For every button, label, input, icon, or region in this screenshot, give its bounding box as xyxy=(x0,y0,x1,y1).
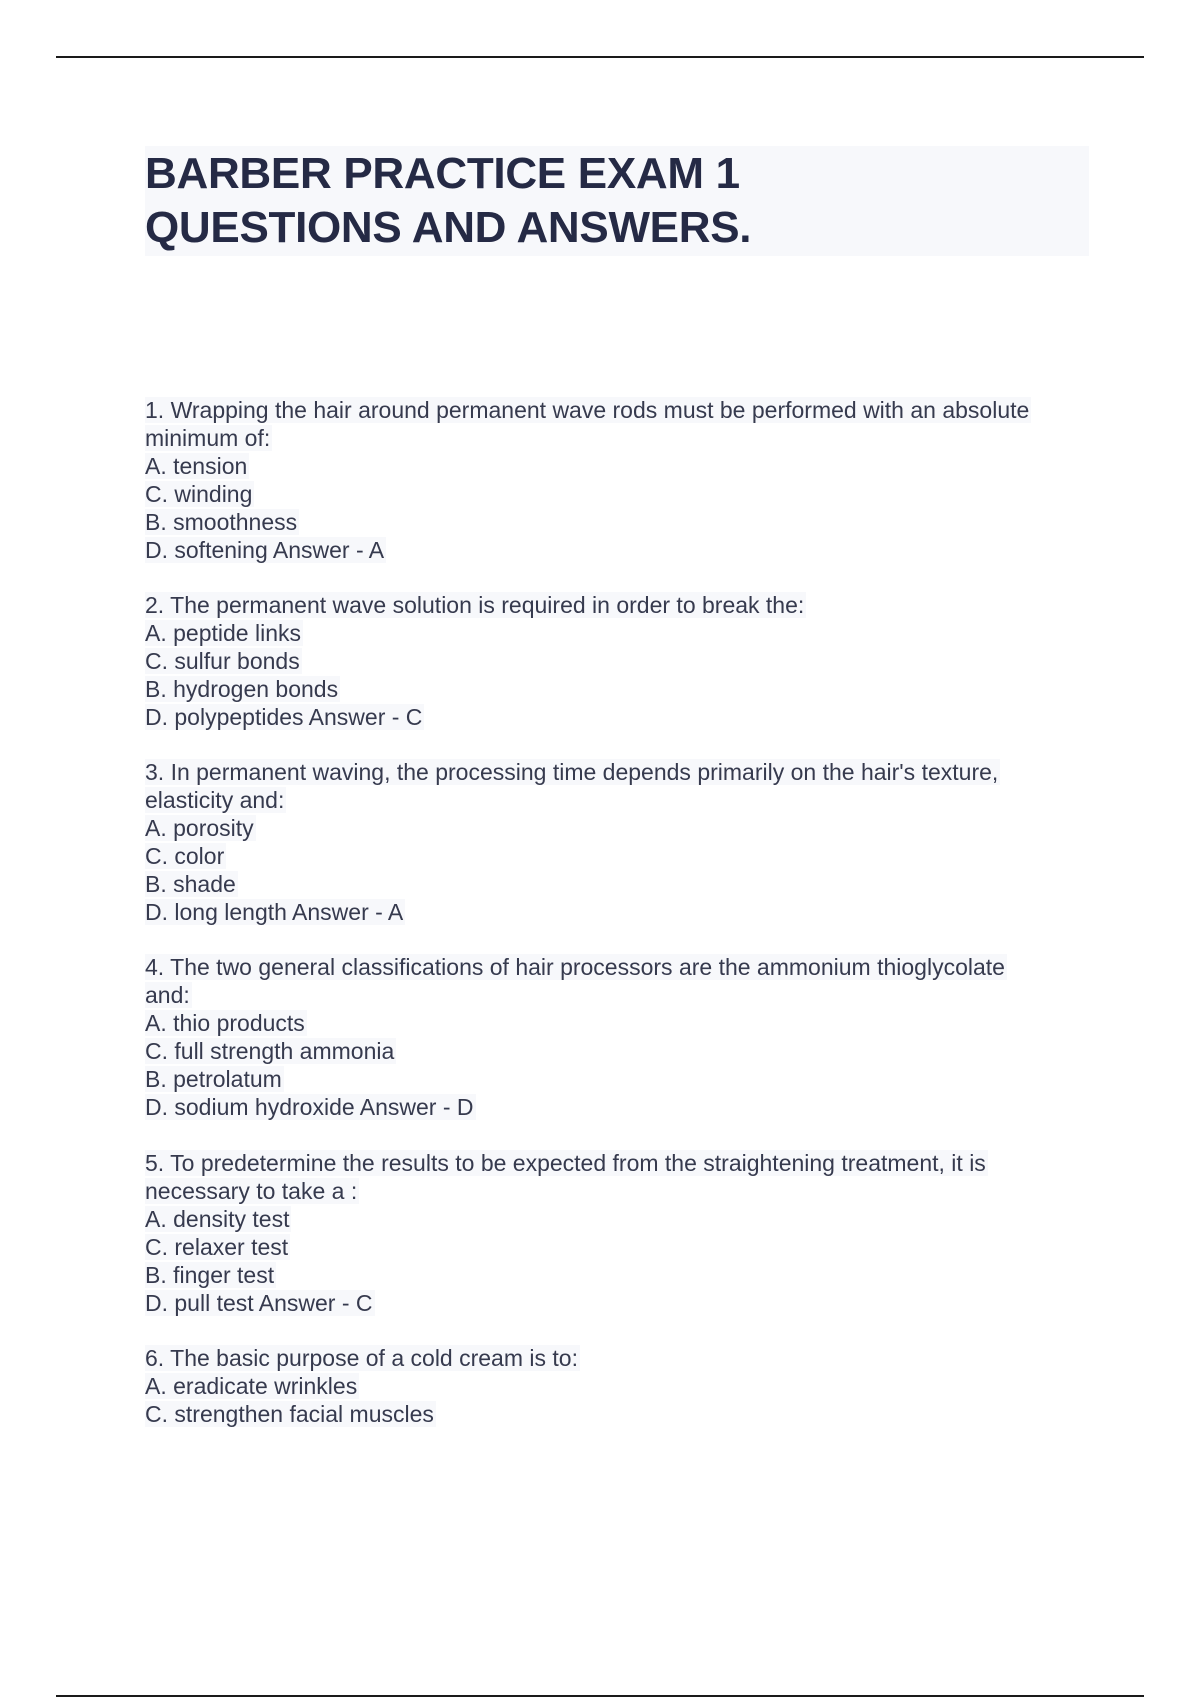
question-5-option-c: C. relaxer test xyxy=(145,1234,289,1260)
top-rule xyxy=(56,56,1144,58)
question-6-option-a: A. eradicate wrinkles xyxy=(145,1373,358,1399)
question-1-stem-line-1: 1. Wrapping the hair around permanent wave rods must be performed with an absolute xyxy=(145,397,1030,423)
question-1-option-d-answer: D. softening Answer - A xyxy=(145,537,385,563)
question-3-stem-line-1: 3. In permanent waving, the processing time depends primarily on the hair's texture, xyxy=(145,759,999,785)
question-4-option-b: B. petrolatum xyxy=(145,1066,282,1092)
question-5-option-a: A. density test xyxy=(145,1206,290,1232)
page-title-line-2: QUESTIONS AND ANSWERS. xyxy=(145,203,752,252)
question-3-option-b: B. shade xyxy=(145,871,236,897)
question-6-option-c: C. strengthen facial muscles xyxy=(145,1401,434,1427)
question-4-stem-line-1: 4. The two general classifications of hair processors are the ammonium thioglycolate xyxy=(145,954,1005,980)
bottom-rule xyxy=(56,1695,1144,1697)
question-5-stem-line-2: necessary to take a : xyxy=(145,1178,358,1204)
question-5-option-b: B. finger test xyxy=(145,1262,275,1288)
question-2-option-d-answer: D. polypeptides Answer - C xyxy=(145,704,423,730)
question-1-option-b: B. smoothness xyxy=(145,509,298,535)
question-3-stem-line-2: elasticity and: xyxy=(145,787,285,813)
question-3-option-d-answer: D. long length Answer - A xyxy=(145,899,404,925)
question-2-option-c: C. sulfur bonds xyxy=(145,648,300,674)
question-6-stem-line-1: 6. The basic purpose of a cold cream is to: xyxy=(145,1345,578,1371)
question-4-option-c: C. full strength ammonia xyxy=(145,1038,395,1064)
question-4-option-d-answer: D. sodium hydroxide Answer - D xyxy=(145,1094,474,1120)
page-title-line-1: BARBER PRACTICE EXAM 1 xyxy=(145,149,740,198)
question-5-option-d-answer: D. pull test Answer - C xyxy=(145,1290,373,1316)
question-5-stem-line-1: 5. To predetermine the results to be expected from the straightening treatment, it is xyxy=(145,1150,986,1176)
question-3-option-a: A. porosity xyxy=(145,815,254,841)
question-1-option-c: C. winding xyxy=(145,481,253,507)
question-2-option-a: A. peptide links xyxy=(145,620,301,646)
question-4-stem-line-2: and: xyxy=(145,982,190,1008)
question-1-option-a: A. tension xyxy=(145,453,248,479)
question-3-option-c: C. color xyxy=(145,843,225,869)
question-1-stem-line-2: minimum of: xyxy=(145,425,271,451)
question-4-option-a: A. thio products xyxy=(145,1010,305,1036)
question-2-stem-line-1: 2. The permanent wave solution is required in order to break the: xyxy=(145,592,805,618)
question-2-option-b: B. hydrogen bonds xyxy=(145,676,339,702)
